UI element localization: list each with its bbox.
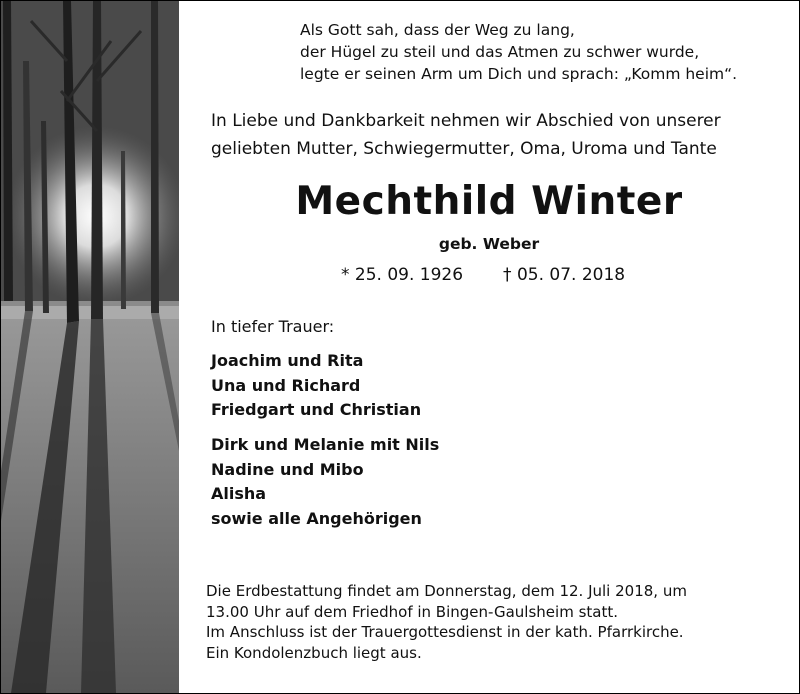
poem <box>300 19 737 85</box>
notice-line: Ein Kondolenzbuch liegt aus. <box>206 643 422 662</box>
intro-line: geliebten Mutter, Schwiegermutter, Oma, Uroma und Tante <box>211 139 717 159</box>
notice-line: Die Erdbestattung findet am Donnerstag, dem 12. Juli 2018, um <box>206 582 687 600</box>
mourning-label: In tiefer Trauer: <box>211 317 335 336</box>
family-member: Dirk und Melanie mit Nils <box>211 435 440 454</box>
poem-line: Als Gott sah, dass der Weg zu lang, <box>300 21 575 39</box>
funeral-notice <box>206 581 687 663</box>
farewell-intro <box>211 107 721 163</box>
life-dates <box>341 265 625 285</box>
intro-line: In Liebe und Dankbarkeit nehmen wir Abschied von unserer <box>211 111 721 131</box>
family-member: Friedgart und Christian <box>211 400 422 419</box>
notice-line: Im Anschluss ist der Trauergottesdienst in der kath. Pfarrkirche. <box>206 623 684 641</box>
poem-line: legte er seinen Arm um Dich und sprach: „Komm heim“. <box>300 65 738 83</box>
family-member: Joachim und Rita <box>211 351 364 370</box>
family-group-1 <box>211 349 421 423</box>
death-date: † 05. 07. 2018 <box>503 265 626 285</box>
park-trees-photo <box>1 1 179 693</box>
family-member: Nadine und Mibo <box>211 459 364 479</box>
family-group-2 <box>211 433 439 531</box>
notice-line: 13.00 Uhr auf dem Friedhof in Bingen-Gaulsheim statt. <box>206 602 618 621</box>
maiden-name: geb. Weber <box>438 235 540 253</box>
birth-date: * 25. 09. 1926 <box>341 265 464 285</box>
family-member: Alisha <box>211 484 267 503</box>
deceased-name: Mechthild Winter <box>295 179 683 224</box>
family-member: sowie alle Angehörigen <box>211 508 422 528</box>
poem-line: der Hügel zu steil und das Atmen zu schwer wurde, <box>300 43 700 61</box>
family-member: Una und Richard <box>211 375 361 395</box>
